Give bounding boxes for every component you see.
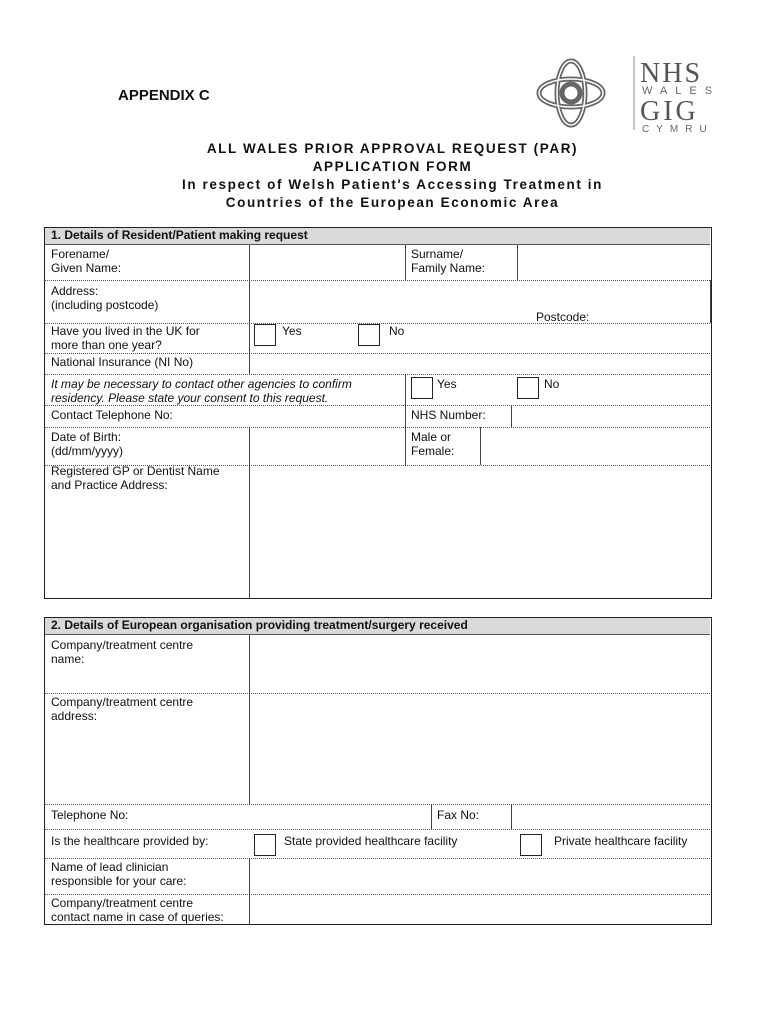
gp-label: Registered GP or Dentist Name and Practice Address:	[51, 464, 220, 492]
forename-label: Forename/ Given Name:	[51, 247, 122, 275]
clinician-label: Name of lead clinician responsible for your care:	[51, 860, 187, 888]
fax-field[interactable]	[512, 805, 710, 829]
lived-uk-label: Have you lived in the UK for more than one year?	[51, 324, 200, 352]
nhs-number-label: NHS Number:	[411, 408, 486, 422]
sex-label: Male or Female:	[411, 430, 455, 458]
nhs-wales-logo	[516, 52, 721, 134]
company-address-label: Company/treatment centre address:	[51, 695, 194, 723]
private-facility-checkbox[interactable]	[520, 834, 542, 856]
appendix-label: APPENDIX C	[118, 87, 210, 104]
contact-name-field[interactable]	[250, 895, 710, 924]
form-title-line2: APPLICATION FORM	[312, 159, 473, 174]
provided-by-label: Is the healthcare provided by:	[51, 834, 209, 848]
section1-heading: 1. Details of Resident/Patient making request	[45, 228, 710, 245]
lived-uk-no-checkbox[interactable]	[358, 324, 380, 346]
section2-frame	[44, 617, 712, 925]
state-facility-checkbox[interactable]	[254, 834, 276, 856]
contact-telephone-label: Contact Telephone No:	[51, 408, 173, 422]
nhs-number-field[interactable]	[512, 406, 710, 427]
company-telephone-field[interactable]	[250, 805, 431, 829]
celtic-knot-icon	[516, 52, 721, 134]
logo-wales-text: WALES	[642, 85, 721, 97]
dob-field[interactable]	[250, 428, 405, 465]
section1-frame	[44, 227, 712, 599]
consent-no-label: No	[544, 377, 560, 391]
logo-gig-text: GIG	[640, 96, 699, 127]
consent-yes-label: Yes	[437, 377, 457, 391]
sex-field[interactable]	[481, 428, 710, 465]
company-name-field[interactable]	[250, 636, 710, 693]
surname-field[interactable]	[518, 246, 710, 280]
clinician-field[interactable]	[250, 859, 710, 894]
forename-field[interactable]	[250, 246, 405, 280]
address-label: Address: (including postcode)	[51, 284, 159, 312]
consent-yes-checkbox[interactable]	[411, 377, 433, 399]
postcode-label: Postcode:	[536, 310, 590, 324]
state-facility-label: State provided healthcare facility	[284, 834, 458, 848]
lived-uk-no-label: No	[389, 324, 405, 338]
company-name-label: Company/treatment centre name:	[51, 638, 194, 666]
ni-field[interactable]	[250, 354, 710, 374]
form-title-line4: Countries of the European Economic Area	[225, 195, 560, 210]
company-address-field[interactable]	[250, 694, 710, 804]
gp-field[interactable]	[250, 466, 710, 598]
fax-label: Fax No:	[437, 808, 480, 822]
dob-label: Date of Birth: (dd/mm/yyyy)	[51, 430, 123, 458]
logo-nhs-text: NHS	[640, 58, 703, 89]
consent-no-checkbox[interactable]	[517, 377, 539, 399]
lived-uk-yes-label: Yes	[282, 324, 302, 338]
address-field[interactable]	[250, 281, 710, 323]
ni-label: National Insurance (NI No)	[51, 355, 194, 369]
section2-heading: 2. Details of European organisation providing treatment/surgery received	[45, 618, 710, 635]
consent-label: It may be necessary to contact other agencies to confirm residency. Please state your consent to this request.	[51, 377, 352, 405]
form-title-line1: ALL WALES PRIOR APPROVAL REQUEST (PAR)	[206, 141, 579, 156]
surname-label: Surname/ Family Name:	[411, 247, 486, 275]
logo-cymru-text: CYMRU	[642, 124, 714, 134]
private-facility-label: Private healthcare facility	[554, 834, 688, 848]
lived-uk-yes-checkbox[interactable]	[254, 324, 276, 346]
contact-name-label: Company/treatment centre contact name in case of queries:	[51, 896, 224, 924]
form-title-line3: In respect of Welsh Patient's Accessing Treatment in	[181, 177, 603, 192]
company-telephone-label: Telephone No:	[51, 808, 129, 822]
